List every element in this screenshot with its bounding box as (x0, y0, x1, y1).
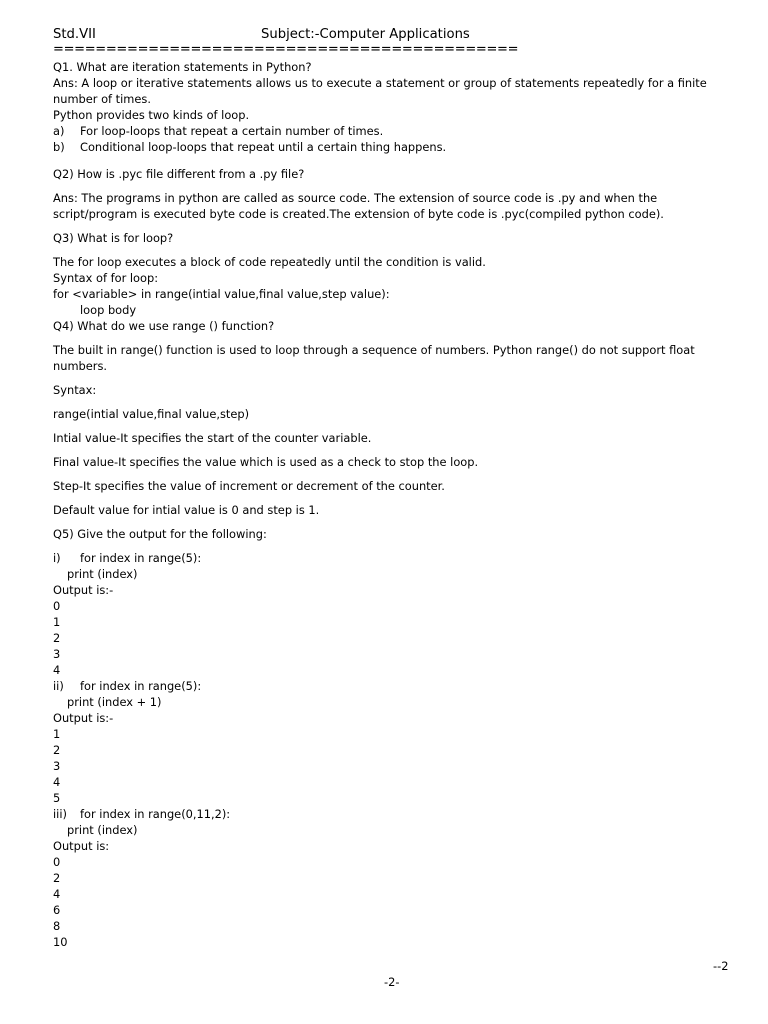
q1-answer: Ans: A loop or iterative statements allows us to execute a statement or group of statements repeatedly for a finite number of times. (53, 76, 707, 106)
q4-syntax-label: Syntax: (53, 383, 97, 397)
output-value: 2 (53, 871, 61, 885)
q4-step: Step-It specifies the value of increment or decrement of the counter. (53, 479, 445, 493)
output-value: 10 (53, 935, 68, 949)
q4-final: Final value-It specifies the value which is used as a check to stop the loop. (53, 455, 479, 469)
q1-question: Q1. What are iteration statements in Python? (53, 60, 312, 74)
output-value: 2 (53, 631, 61, 645)
q3-loop-body: loop body (80, 303, 137, 317)
code-line: for index in range(0,11,2): (80, 807, 231, 821)
q5-part-i (53, 550, 733, 566)
document-page (53, 27, 733, 950)
q2-question: Q2) How is .pyc file different from a .py file? (53, 167, 305, 181)
output-value: 1 (53, 615, 61, 629)
output-label: Output is:- (53, 583, 114, 597)
q4-answer: The built in range() function is used to loop through a sequence of numbers. Python range() do not support float numbers. (53, 343, 695, 373)
output-value: 4 (53, 775, 61, 789)
output-value: 3 (53, 759, 61, 773)
q3-line-2: Syntax of for loop: (53, 271, 159, 285)
page-number: -2- (384, 975, 400, 989)
output-value: 0 (53, 599, 61, 613)
q3-line-1: The for loop executes a block of code repeatedly until the condition is valid. (53, 255, 486, 269)
list-item-text: Conditional loop-loops that repeat until a certain thing happens. (80, 140, 447, 154)
q5-part-iii (53, 806, 733, 822)
page-header (53, 27, 733, 43)
code-print: print (index) (67, 567, 138, 581)
output-value: 4 (53, 887, 61, 901)
list-marker: b) (53, 140, 65, 154)
output-label: Output is: (53, 839, 110, 853)
q4-initial: Intial value-It specifies the start of the counter variable. (53, 431, 372, 445)
output-value: 0 (53, 855, 61, 869)
subject-label: Subject:-Computer Applications (261, 27, 470, 42)
output-value: 1 (53, 727, 61, 741)
code-line: for index in range(5): (80, 551, 202, 565)
q5-question: Q5) Give the output for the following: (53, 527, 267, 541)
q5-part-ii (53, 678, 733, 694)
next-page-marker: --2 (713, 959, 729, 973)
code-line: for index in range(5): (80, 679, 202, 693)
code-print: print (index + 1) (67, 695, 162, 709)
list-marker: a) (53, 124, 65, 138)
standard-label: Std.VII (53, 27, 96, 42)
header-rule: ============================================ (53, 42, 519, 57)
q4-default: Default value for intial value is 0 and step is 1. (53, 503, 320, 517)
q4-question: Q4) What do we use range () function? (53, 319, 275, 333)
output-value: 2 (53, 743, 61, 757)
output-label: Output is:- (53, 711, 114, 725)
output-value: 3 (53, 647, 61, 661)
list-marker: ii) (53, 679, 64, 693)
output-value: 6 (53, 903, 61, 917)
q3-line-3: for <variable> in range(intial value,final value,step value): (53, 287, 390, 301)
q1-item-b (53, 139, 733, 155)
q1-item-a (53, 123, 733, 139)
output-value: 5 (53, 791, 61, 805)
q1-kinds: Python provides two kinds of loop. (53, 108, 250, 122)
q3-question: Q3) What is for loop? (53, 231, 174, 245)
q2-answer: Ans: The programs in python are called as source code. The extension of source code is .py and when the script/program is executed byte code is created.The extension of byte code is .pyc(compiled python code). (53, 191, 664, 221)
output-value: 4 (53, 663, 61, 677)
q4-syntax: range(intial value,final value,step) (53, 407, 250, 421)
code-print: print (index) (67, 823, 138, 837)
list-marker: i) (53, 551, 61, 565)
list-marker: iii) (53, 807, 67, 821)
list-item-text: For loop-loops that repeat a certain number of times. (80, 124, 384, 138)
output-value: 8 (53, 919, 61, 933)
